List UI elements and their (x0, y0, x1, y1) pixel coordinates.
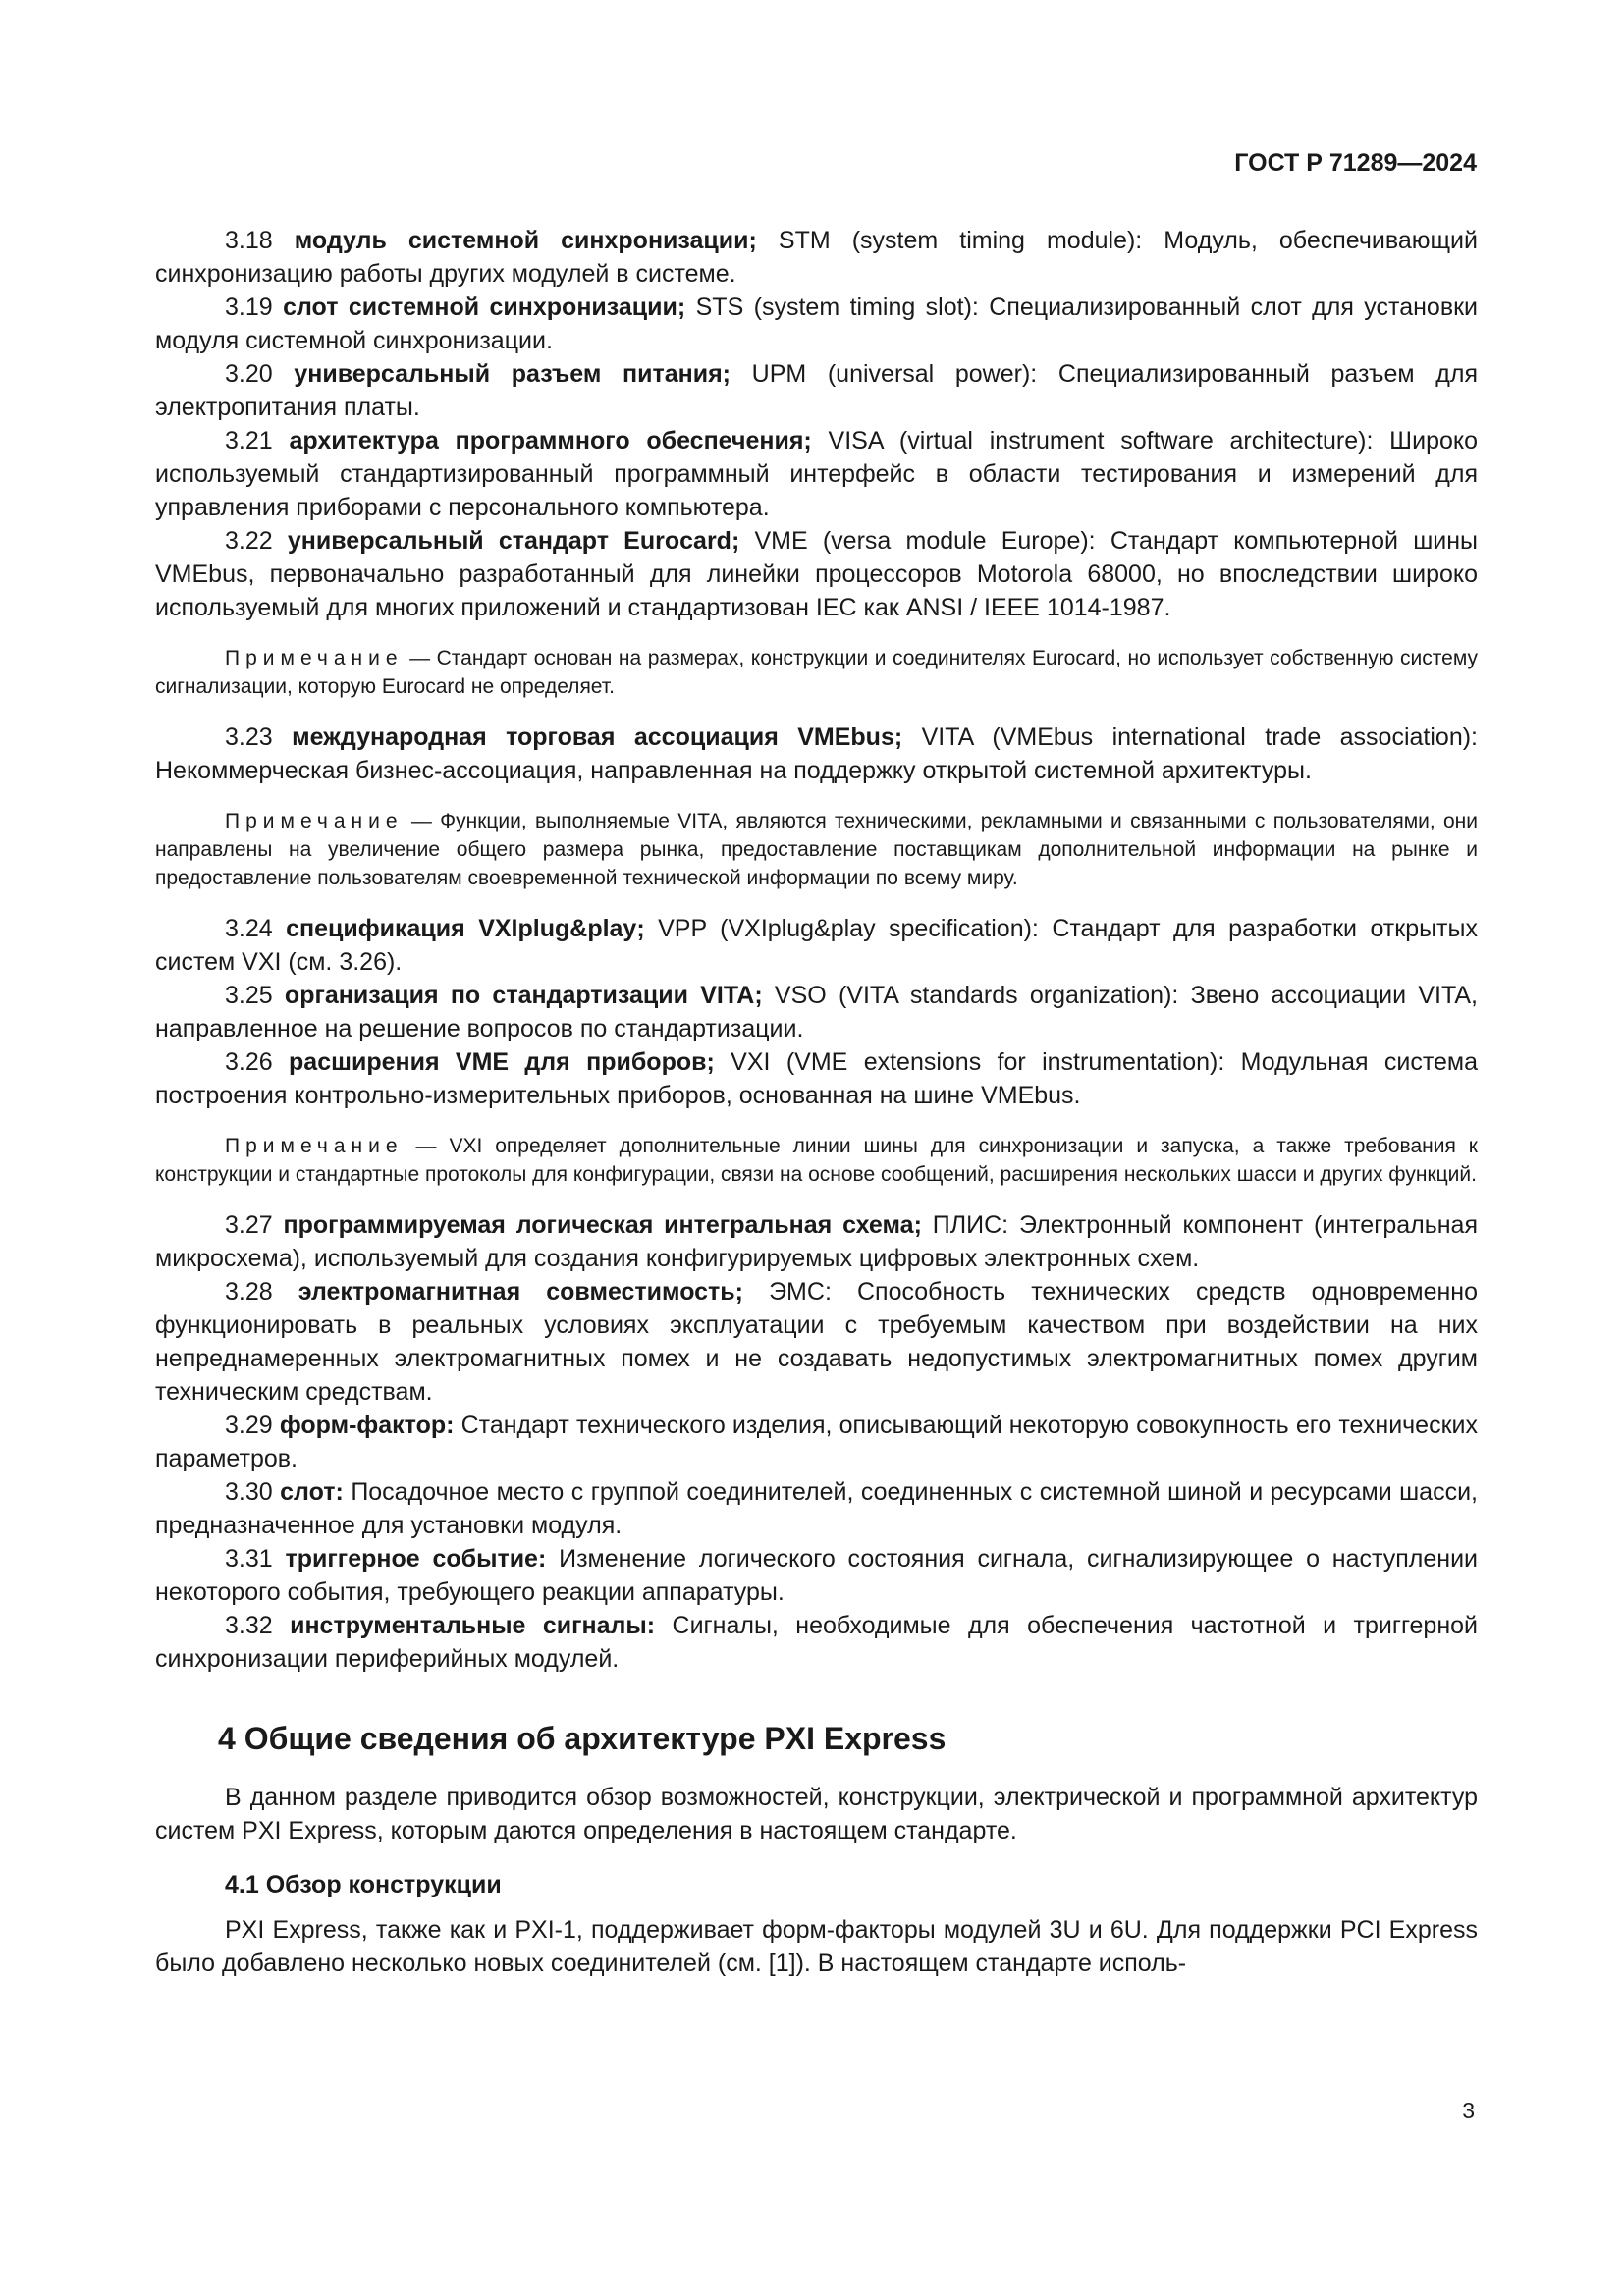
definition-entry: 3.18 модуль системной синхронизации; STM (system timing module): Модуль, обеспечивающий синхронизацию работы других модулей в системе. (155, 227, 1478, 288)
page-number: 3 (1462, 2098, 1475, 2123)
definitions-group-d (155, 1208, 1478, 1676)
definition-entry: 3.30 слот: Посадочное место с группой соединителей, соединенных с системной шиной и ресурсами шасси, предназначенное для установки модуля. (155, 1478, 1478, 1539)
definition-entry: 3.20 универсальный разъем питания; UPM (universal power): Специализированный разъем для электропитания платы. (155, 360, 1478, 421)
note-paragraph: Примечание — Функции, выполняемые VITA, являются техническими, рекламными и связанными с пользователями, они направлены на увеличение общего размера рынка, предоставление поставщикам дополнительной информации на рынке и предоставление пользователям своевременной технической информации по всему миру. (155, 810, 1478, 889)
note-paragraph: Примечание — VXI определяет дополнительные линии шины для синхронизации и запуска, а также требования к конструкции и стандартные протоколы для конфигурации, связи на основе сообщений, расширения нескольких шасси и других функций. (155, 1135, 1478, 1186)
definition-entry: 3.19 слот системной синхронизации; STS (system timing slot): Специализированный слот для установки модуля системной синхронизации. (155, 294, 1478, 354)
definition-entry: 3.26 расширения VME для приборов; VXI (VME extensions for instrumentation): Модульная система построения контрольно-измерительных приборов, основанная на шине VMEbus. (155, 1048, 1478, 1109)
definition-entry: 3.29 форм-фактор: Стандарт технического изделия, описывающий некоторую совокупность его технических параметров. (155, 1412, 1478, 1472)
document-id-header: ГОСТ Р 71289—2024 (1234, 149, 1477, 177)
definition-entry: 3.27 программируемая логическая интегральная схема; ПЛИС: Электронный компонент (интегральная микросхема), используемый для создания конфигурируемых цифровых электронных схем. (155, 1211, 1478, 1272)
section-heading: 4 Общие сведения об архитектуре PXI Express (218, 1721, 947, 1756)
definition-entry: 3.22 универсальный стандарт Eurocard; VME (versa module Europe): Стандарт компьютерной шины VMEbus, первоначально разработанный для линейки процессоров Motorola 68000, но впоследствии широко используемый для многих приложений и стандартизован IEC как ANSI / IEEE 1014-1987. (155, 527, 1478, 621)
subsection-paragraph: PXI Express, также как и PXI-1, поддерживает форм-факторы модулей 3U и 6U. Для поддержки PCI Express было добавлено несколько новых соединителей (см. [1]). В настоящем стандарте исполь- (155, 1916, 1478, 1977)
definition-entry: 3.28 электромагнитная совместимость; ЭМС: Способность технических средств одновременно функционировать в реальных условиях эксплуатации с требуемым качеством при воздействии на них непреднамеренных электромагнитных помех и не создавать недопустимых электромагнитных помех другим техническим средствам. (155, 1278, 1478, 1406)
definition-entry: 3.24 спецификация VXIplug&play; VPP (VXIplug&play specification): Стандарт для разработки открытых систем VXI (см. 3.26). (155, 915, 1478, 976)
definition-entry: 3.32 инструментальные сигналы: Сигналы, необходимые для обеспечения частотной и триггерной синхронизации периферийных модулей. (155, 1612, 1478, 1673)
definition-entry: 3.31 триггерное событие: Изменение логического состояния сигнала, сигнализирующее о наступлении некоторого события, требующего реакции аппаратуры. (155, 1545, 1479, 1606)
section-intro-paragraph: В данном разделе приводится обзор возможностей, конструкции, электрической и программной архитектур систем PXI Express, которым даются определения в настоящем стандарте. (155, 1784, 1478, 1844)
subsection-heading: 4.1 Обзор конструкции (225, 1871, 502, 1898)
definition-entry: 3.23 международная торговая ассоциация VMEbus; VITA (VMEbus international trade association): Некоммерческая бизнес-ассоциация, направленная на поддержку открытой системной архитектуры. (155, 723, 1479, 784)
definition-entry: 3.21 архитектура программного обеспечения; VISA (virtual instrument software architecture): Широко используемый стандартизированный программный интерфейс в области тестирования и измерений для управления приборами с персонального компьютера. (155, 427, 1478, 521)
definitions-group-a (155, 224, 1478, 624)
note-paragraph: Примечание — Стандарт основан на размерах, конструкции и соединителях Eurocard, но использует собственную систему сигнализации, которую Eurocard не определяет. (155, 647, 1478, 698)
definitions-group-c (155, 912, 1478, 1112)
definition-entry: 3.25 организация по стандартизации VITA; VSO (VITA standards organization): Звено ассоциации VITA, направленное на решение вопросов по стандартизации. (155, 982, 1478, 1042)
definitions-group-b (155, 721, 1478, 787)
page-content (155, 224, 1478, 1980)
